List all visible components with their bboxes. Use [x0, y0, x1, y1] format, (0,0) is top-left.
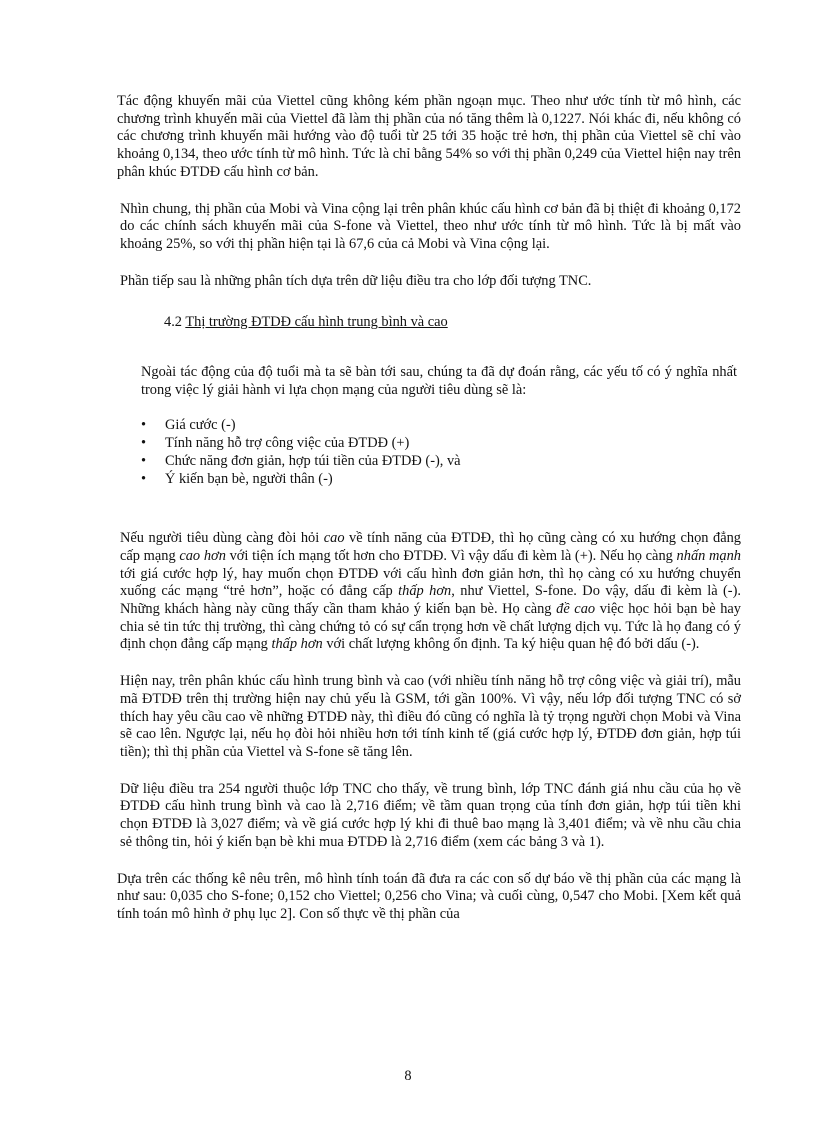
- list-item: • Ý kiến bạn bè, người thân (-): [141, 470, 333, 487]
- factor-list: [139, 417, 741, 488]
- list-item: • Chức năng đơn giản, hợp túi tiền của ĐTDĐ (-), và: [141, 452, 461, 469]
- page-number: 8: [404, 1068, 412, 1084]
- section-title: Thị trường ĐTDĐ cấu hình trung bình và cao: [185, 314, 448, 331]
- paragraph-next-section: Phần tiếp sau là những phân tích dựa trên dữ liệu điều tra cho lớp đối tượng TNC.: [120, 272, 592, 289]
- bullet-icon: •: [141, 452, 147, 469]
- bullet-icon: •: [141, 417, 147, 434]
- paragraph-mobi-vina-share: Nhìn chung, thị phần của Mobi và Vina cộng lại trên phân khúc cấu hình cơ bản đã bị thiệt đi khoảng 0,172 do các chính sách khuyến mãi của S-fone và Viettel, theo như ước tính từ mô hình. Tức là bị mất vào khoảng 25%, so với thị phần hiện tại là 67,6 của cả Mobi và Vina cộng lại.: [120, 200, 741, 252]
- section-heading: [164, 314, 741, 332]
- section-number: 4.2: [164, 314, 186, 331]
- bullet-icon: •: [141, 470, 147, 487]
- document-page: [117, 93, 741, 924]
- list-item: • Giá cước (-): [141, 417, 236, 434]
- paragraph-forecast: Dựa trên các thống kê nêu trên, mô hình tính toán đã đưa ra các con số dự báo về thị phần của các mạng là như sau: 0,035 cho S-fone; 0,152 cho Viettel; 0,256 cho Vina; và cuối cùng, 0,547 cho Mobi. [Xem kết quả tính toán mô hình ở phụ lục 2]. Con số thực về thị phần của: [117, 870, 741, 922]
- list-item: • Tính năng hỗ trợ công việc của ĐTDĐ (+): [141, 435, 410, 452]
- bullet-icon: •: [141, 435, 147, 452]
- paragraph-survey-data: Dữ liệu điều tra 254 người thuộc lớp TNC cho thấy, về trung bình, lớp TNC đánh giá nhu cầu của họ về ĐTDĐ cấu hình trung bình và cao là 2,716 điểm; về tầm quan trọng của tính đơn giản, hợp túi tiền khi chọn ĐTDĐ là 3,027 điểm; và về giá cước hợp lý khi đi thuê bao mạng là 3,401 điểm; và về nhu cầu chia sẻ thông tin, hỏi ý kiến bạn bè khi mua ĐTDĐ là 2,716 điểm (xem các bảng 3 và 1).: [120, 780, 741, 850]
- paragraph-gsm-market: Hiện nay, trên phân khúc cấu hình trung bình và cao (với nhiều tính năng hỗ trợ công việc và giải trí), mẫu mã ĐTDĐ trên thị trường hiện nay chủ yếu là GSM, tới gần 100%. Vì vậy, nếu lớp đối tượng TNC có sở thích hay yêu cầu cao về những ĐTDĐ này, thì điều đó cũng có nghĩa là tỷ trọng người chọn Mobi và Vina sẽ cao lên. Ngược lại, nếu họ đòi hỏi nhiều hơn tới tính kinh tế (giá cước hợp lý, ĐTDĐ đơn giản, hợp túi tiền); thì thị phần của Viettel và S-fone sẽ tăng lên.: [120, 673, 741, 760]
- paragraph-viettel-promotion: Tác động khuyến mãi của Viettel cũng không kém phần ngoạn mục. Theo như ước tính từ mô hình, các chương trình khuyến mãi của Viettel đã làm thị phần của nó tăng thêm là 0,1227. Nói khác đi, nếu không có các chương trình khuyến mãi hướng vào độ tuổi từ 25 tới 35 hoặc trẻ hơn, thị phần của Viettel sẽ chỉ vào khoảng 0,134, theo ước tính từ mô hình. Tức là chỉ bằng 54% so với thị phần 0,249 của Viettel hiện nay trên phân khúc ĐTDĐ cấu hình cơ bản.: [117, 93, 741, 180]
- paragraph-intro: Ngoài tác động của độ tuổi mà ta sẽ bàn tới sau, chúng ta đã dự đoán rằng, các yếu tố có ý nghĩa nhất trong việc lý giải hành vi lựa chọn mạng của người tiêu dùng sẽ là:: [141, 364, 737, 398]
- paragraph-consumer-behavior: Nếu người tiêu dùng càng đòi hỏi cao về tính năng của ĐTDĐ, thì họ cũng càng có xu hướng chọn đẳng cấp mạng cao hơn với tiện ích mạng tốt hơn cho ĐTDĐ. Vì vậy dấu đi kèm là (+). Nếu họ càng nhấn mạnh tới giá cước hợp lý, hay muốn chọn ĐTDĐ với cấu hình đơn giản hơn, thì họ càng có xu hướng chuyển xuống các mạng “trẻ hơn”, hoặc có đẳng cấp thấp hơn, như Viettel, S-fone. Do vậy, dấu đi kèm là (-). Những khách hàng này cũng thấy cần tham khảo ý kiến bạn bè. Họ càng đề cao việc học hỏi bạn bè hay chia sẻ tin tức thị trường, thì càng chứng tỏ có sự cẩn trọng hơn về chất lượng dịch vụ. Tức là họ đang có ý định chọn đẳng cấp mạng thấp hơn với chất lượng không ổn định. Ta ký hiệu quan hệ đó bởi dấu (-).: [120, 530, 742, 653]
